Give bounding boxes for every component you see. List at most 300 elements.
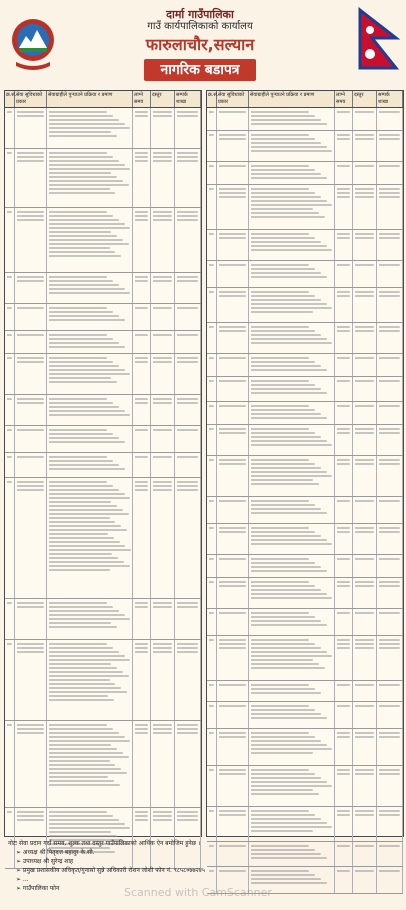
text-line-placeholder bbox=[177, 280, 198, 282]
text-line-placeholder bbox=[355, 295, 374, 297]
text-line-placeholder bbox=[153, 111, 172, 113]
table-cell bbox=[249, 456, 335, 496]
text-line-placeholder bbox=[355, 357, 374, 359]
table-cell bbox=[133, 304, 151, 330]
text-line-placeholder bbox=[251, 688, 315, 690]
table-cell bbox=[15, 304, 47, 330]
text-line-placeholder bbox=[337, 192, 350, 194]
text-line-placeholder bbox=[251, 115, 315, 117]
text-line-placeholder bbox=[49, 819, 119, 821]
text-line-placeholder bbox=[49, 663, 111, 665]
text-line-placeholder bbox=[251, 467, 321, 469]
table-cell bbox=[217, 578, 249, 608]
table-cell bbox=[377, 162, 403, 184]
text-line-placeholder bbox=[355, 233, 374, 235]
text-line-placeholder bbox=[17, 361, 44, 363]
text-line-placeholder bbox=[209, 357, 214, 359]
text-line-placeholder bbox=[251, 500, 309, 502]
text-line-placeholder bbox=[49, 497, 130, 499]
text-line-placeholder bbox=[209, 188, 214, 190]
text-line-placeholder bbox=[251, 651, 327, 653]
text-line-placeholder bbox=[355, 773, 374, 775]
table-cell bbox=[15, 453, 47, 477]
text-line-placeholder bbox=[379, 237, 400, 239]
table-cell bbox=[249, 729, 335, 765]
table-cell bbox=[353, 131, 377, 161]
text-line-placeholder bbox=[355, 814, 374, 816]
text-line-placeholder bbox=[251, 233, 309, 235]
text-line-placeholder bbox=[337, 500, 350, 502]
text-line-placeholder bbox=[17, 429, 44, 431]
text-line-placeholder bbox=[7, 334, 12, 336]
text-line-placeholder bbox=[379, 585, 400, 587]
text-line-placeholder bbox=[219, 165, 246, 167]
table-cell bbox=[377, 131, 403, 161]
text-line-placeholder bbox=[251, 713, 321, 715]
text-line-placeholder bbox=[209, 705, 214, 707]
text-line-placeholder bbox=[49, 219, 119, 221]
text-line-placeholder bbox=[49, 307, 107, 309]
text-line-placeholder bbox=[219, 428, 246, 430]
text-line-placeholder bbox=[49, 292, 130, 294]
text-line-placeholder bbox=[209, 558, 214, 560]
text-line-placeholder bbox=[219, 527, 246, 529]
text-line-placeholder bbox=[379, 295, 400, 297]
text-line-placeholder bbox=[49, 728, 113, 730]
text-line-placeholder bbox=[379, 357, 400, 359]
table-cell bbox=[151, 354, 175, 394]
text-line-placeholder bbox=[153, 307, 172, 309]
table-row bbox=[5, 640, 201, 721]
text-line-placeholder bbox=[251, 570, 327, 572]
text-line-placeholder bbox=[177, 111, 198, 113]
footer-item: ➢ उपाध्यक्ष श्री सुरेन्द्र शाह bbox=[16, 858, 74, 865]
text-line-placeholder bbox=[17, 215, 44, 217]
table-cell bbox=[217, 131, 249, 161]
table-cell bbox=[335, 609, 353, 635]
text-line-placeholder bbox=[379, 684, 400, 686]
text-line-placeholder bbox=[177, 334, 198, 336]
text-line-placeholder bbox=[379, 500, 400, 502]
text-line-placeholder bbox=[49, 622, 111, 624]
table-cell bbox=[15, 426, 47, 452]
table-cell bbox=[377, 425, 403, 455]
table-cell bbox=[249, 131, 335, 161]
text-line-placeholder bbox=[7, 211, 12, 213]
header-process: सेवाग्राहीले पुऱ्याउने प्रक्रिया र प्रमाण bbox=[249, 91, 335, 107]
text-line-placeholder bbox=[251, 380, 309, 382]
text-line-placeholder bbox=[219, 264, 246, 266]
text-line-placeholder bbox=[49, 215, 113, 217]
text-line-placeholder bbox=[177, 481, 198, 483]
text-line-placeholder bbox=[219, 380, 246, 382]
text-line-placeholder bbox=[49, 724, 107, 726]
text-line-placeholder bbox=[251, 663, 319, 665]
text-line-placeholder bbox=[251, 357, 309, 359]
text-line-placeholder bbox=[49, 398, 107, 400]
text-line-placeholder bbox=[49, 255, 121, 257]
text-line-placeholder bbox=[153, 276, 172, 278]
text-line-placeholder bbox=[337, 264, 350, 266]
text-line-placeholder bbox=[219, 705, 246, 707]
text-line-placeholder bbox=[49, 429, 107, 431]
text-line-placeholder bbox=[135, 643, 148, 645]
table-cell bbox=[217, 230, 249, 260]
text-line-placeholder bbox=[337, 357, 350, 359]
text-line-placeholder bbox=[49, 334, 107, 336]
text-line-placeholder bbox=[135, 152, 148, 154]
text-line-placeholder bbox=[251, 744, 327, 746]
table-cell bbox=[377, 729, 403, 765]
text-line-placeholder bbox=[177, 724, 198, 726]
text-line-placeholder bbox=[49, 505, 117, 507]
text-line-placeholder bbox=[355, 647, 374, 649]
text-line-placeholder bbox=[17, 307, 44, 309]
text-line-placeholder bbox=[49, 679, 110, 681]
text-line-placeholder bbox=[177, 456, 198, 458]
text-line-placeholder bbox=[49, 772, 127, 774]
text-line-placeholder bbox=[251, 539, 327, 541]
table-cell bbox=[151, 478, 175, 598]
text-line-placeholder bbox=[251, 717, 327, 719]
footer-note: नोटः सेवा प्रदान गर्दा समय, शुल्क तथा दस्तुर गाउँपालिकाको आर्थिक ऐन बमोजिम हुनेछ । bbox=[8, 840, 201, 847]
text-line-placeholder bbox=[49, 156, 113, 158]
text-line-placeholder bbox=[17, 481, 44, 483]
text-line-placeholder bbox=[17, 606, 44, 608]
table-cell bbox=[377, 609, 403, 635]
text-line-placeholder bbox=[219, 134, 246, 136]
text-line-placeholder bbox=[49, 437, 119, 439]
text-line-placeholder bbox=[49, 365, 119, 367]
text-line-placeholder bbox=[337, 814, 350, 816]
table-cell bbox=[5, 453, 15, 477]
table-cell bbox=[249, 185, 335, 229]
text-line-placeholder bbox=[135, 215, 148, 217]
table-cell bbox=[207, 766, 217, 806]
text-line-placeholder bbox=[251, 268, 315, 270]
text-line-placeholder bbox=[251, 732, 309, 734]
text-line-placeholder bbox=[49, 549, 131, 551]
table-cell bbox=[151, 304, 175, 330]
text-line-placeholder bbox=[49, 188, 110, 190]
text-line-placeholder bbox=[379, 581, 400, 583]
text-line-placeholder bbox=[177, 219, 198, 221]
text-line-placeholder bbox=[17, 811, 44, 813]
text-line-placeholder bbox=[135, 111, 148, 113]
text-line-placeholder bbox=[251, 208, 313, 210]
text-line-placeholder bbox=[251, 624, 327, 626]
header-branch: सम्पर्क शाखा bbox=[175, 91, 201, 107]
office-name: गाउँ कार्यपालिकाको कार्यालय bbox=[147, 21, 253, 32]
text-line-placeholder bbox=[219, 459, 246, 461]
text-line-placeholder bbox=[251, 785, 332, 787]
text-line-placeholder bbox=[153, 280, 172, 282]
table-cell bbox=[47, 640, 133, 720]
table-cell bbox=[133, 149, 151, 207]
table-cell bbox=[207, 402, 217, 424]
text-line-placeholder bbox=[251, 307, 332, 309]
table-cell bbox=[207, 578, 217, 608]
table-cell bbox=[207, 261, 217, 287]
text-line-placeholder bbox=[153, 651, 172, 653]
text-line-placeholder bbox=[251, 562, 315, 564]
table-cell bbox=[249, 497, 335, 523]
text-line-placeholder bbox=[49, 776, 108, 778]
text-line-placeholder bbox=[49, 381, 117, 383]
table-cell bbox=[15, 395, 47, 425]
table-cell bbox=[133, 208, 151, 272]
text-line-placeholder bbox=[251, 527, 309, 529]
table-cell bbox=[207, 681, 217, 701]
table-cell bbox=[47, 395, 133, 425]
table-cell bbox=[353, 497, 377, 523]
text-line-placeholder bbox=[379, 291, 400, 293]
text-line-placeholder bbox=[153, 361, 172, 363]
table-cell bbox=[15, 331, 47, 353]
text-line-placeholder bbox=[337, 531, 350, 533]
text-line-placeholder bbox=[219, 684, 246, 686]
text-line-placeholder bbox=[17, 211, 44, 213]
text-line-placeholder bbox=[379, 769, 400, 771]
text-line-placeholder bbox=[49, 647, 113, 649]
text-line-placeholder bbox=[135, 280, 148, 282]
table-row bbox=[207, 555, 403, 578]
text-line-placeholder bbox=[337, 643, 350, 645]
table-cell bbox=[335, 636, 353, 680]
table-cell bbox=[47, 273, 133, 303]
table-row bbox=[207, 354, 403, 377]
table-cell bbox=[335, 578, 353, 608]
table-cell bbox=[207, 108, 217, 130]
table-row bbox=[207, 185, 403, 230]
table-cell bbox=[151, 149, 175, 207]
text-line-placeholder bbox=[49, 402, 113, 404]
text-line-placeholder bbox=[135, 357, 148, 359]
table-cell bbox=[335, 131, 353, 161]
text-line-placeholder bbox=[135, 219, 148, 221]
text-line-placeholder bbox=[379, 111, 400, 113]
text-line-placeholder bbox=[135, 456, 148, 458]
text-line-placeholder bbox=[49, 811, 107, 813]
text-line-placeholder bbox=[49, 239, 123, 241]
table-cell bbox=[377, 524, 403, 554]
text-line-placeholder bbox=[251, 444, 332, 446]
text-line-placeholder bbox=[251, 212, 319, 214]
text-line-placeholder bbox=[49, 410, 125, 412]
text-line-placeholder bbox=[135, 651, 148, 653]
table-cell bbox=[217, 377, 249, 401]
text-line-placeholder bbox=[219, 643, 246, 645]
text-line-placeholder bbox=[49, 288, 125, 290]
text-line-placeholder bbox=[17, 111, 44, 113]
text-line-placeholder bbox=[135, 307, 148, 309]
table-cell bbox=[133, 331, 151, 353]
table-row bbox=[5, 208, 201, 273]
header-serial: क्र.सं. bbox=[207, 91, 217, 107]
table-cell bbox=[335, 162, 353, 184]
header bbox=[4, 4, 402, 94]
text-line-placeholder bbox=[153, 215, 172, 217]
text-line-placeholder bbox=[49, 251, 115, 253]
text-line-placeholder bbox=[251, 667, 325, 669]
text-line-placeholder bbox=[379, 647, 400, 649]
text-line-placeholder bbox=[17, 456, 44, 458]
text-line-placeholder bbox=[49, 464, 119, 466]
table-cell bbox=[335, 456, 353, 496]
text-line-placeholder bbox=[209, 500, 214, 502]
header-fee: दस्तुर bbox=[151, 91, 175, 107]
text-line-placeholder bbox=[251, 417, 327, 419]
text-line-placeholder bbox=[49, 406, 119, 408]
table-row bbox=[207, 807, 403, 842]
text-line-placeholder bbox=[49, 537, 114, 539]
text-line-placeholder bbox=[355, 500, 374, 502]
text-line-placeholder bbox=[49, 655, 125, 657]
table-cell bbox=[377, 636, 403, 680]
text-line-placeholder bbox=[355, 558, 374, 560]
text-line-placeholder bbox=[219, 814, 246, 816]
text-line-placeholder bbox=[7, 429, 12, 431]
text-line-placeholder bbox=[337, 705, 350, 707]
text-line-placeholder bbox=[177, 276, 198, 278]
text-line-placeholder bbox=[251, 748, 332, 750]
text-line-placeholder bbox=[177, 732, 198, 734]
text-line-placeholder bbox=[49, 610, 119, 612]
text-line-placeholder bbox=[17, 402, 44, 404]
text-line-placeholder bbox=[355, 165, 374, 167]
text-line-placeholder bbox=[177, 602, 198, 604]
text-line-placeholder bbox=[153, 211, 172, 213]
table-cell bbox=[15, 208, 47, 272]
table-cell bbox=[151, 426, 175, 452]
text-line-placeholder bbox=[219, 330, 246, 332]
table-cell bbox=[249, 807, 335, 841]
table-cell bbox=[15, 721, 47, 807]
table-cell bbox=[5, 149, 15, 207]
table-cell bbox=[5, 304, 15, 330]
table-cell bbox=[377, 354, 403, 376]
table-cell bbox=[353, 702, 377, 728]
text-line-placeholder bbox=[17, 819, 44, 821]
text-line-placeholder bbox=[49, 732, 119, 734]
table-cell bbox=[47, 478, 133, 598]
table-cell bbox=[151, 108, 175, 148]
text-line-placeholder bbox=[251, 272, 321, 274]
text-line-placeholder bbox=[209, 684, 214, 686]
text-line-placeholder bbox=[337, 380, 350, 382]
table-cell bbox=[249, 377, 335, 401]
text-line-placeholder bbox=[49, 513, 129, 515]
text-line-placeholder bbox=[7, 481, 12, 483]
text-line-placeholder bbox=[219, 463, 246, 465]
text-line-placeholder bbox=[251, 504, 315, 506]
text-line-placeholder bbox=[49, 489, 119, 491]
text-line-placeholder bbox=[49, 231, 111, 233]
table-cell bbox=[377, 261, 403, 287]
table-cell bbox=[151, 640, 175, 720]
table-row bbox=[5, 331, 201, 354]
text-line-placeholder bbox=[17, 485, 44, 487]
table-cell bbox=[335, 807, 353, 841]
text-line-placeholder bbox=[49, 695, 108, 697]
text-line-placeholder bbox=[355, 531, 374, 533]
text-line-placeholder bbox=[49, 115, 113, 117]
table-cell bbox=[175, 273, 201, 303]
table-cell bbox=[353, 323, 377, 353]
text-line-placeholder bbox=[379, 165, 400, 167]
text-line-placeholder bbox=[337, 558, 350, 560]
text-line-placeholder bbox=[153, 643, 172, 645]
text-line-placeholder bbox=[7, 724, 12, 726]
table-cell bbox=[217, 497, 249, 523]
text-line-placeholder bbox=[379, 773, 400, 775]
text-line-placeholder bbox=[17, 152, 44, 154]
text-line-placeholder bbox=[49, 111, 107, 113]
text-line-placeholder bbox=[7, 111, 12, 113]
text-line-placeholder bbox=[49, 529, 127, 531]
text-line-placeholder bbox=[177, 398, 198, 400]
text-line-placeholder bbox=[251, 291, 309, 293]
table-cell bbox=[217, 609, 249, 635]
table-row bbox=[5, 478, 201, 599]
text-line-placeholder bbox=[379, 405, 400, 407]
text-line-placeholder bbox=[49, 651, 119, 653]
text-line-placeholder bbox=[49, 541, 120, 543]
text-line-placeholder bbox=[379, 233, 400, 235]
table-cell bbox=[47, 721, 133, 807]
text-line-placeholder bbox=[379, 531, 400, 533]
text-line-placeholder bbox=[337, 463, 350, 465]
table-cell bbox=[353, 230, 377, 260]
text-line-placeholder bbox=[251, 392, 327, 394]
text-line-placeholder bbox=[153, 732, 172, 734]
table-cell bbox=[207, 729, 217, 765]
text-line-placeholder bbox=[355, 459, 374, 461]
text-line-placeholder bbox=[49, 172, 111, 174]
table-cell bbox=[377, 377, 403, 401]
table-cell bbox=[15, 354, 47, 394]
text-line-placeholder bbox=[49, 618, 130, 620]
text-line-placeholder bbox=[337, 165, 350, 167]
text-line-placeholder bbox=[49, 123, 125, 125]
table-cell bbox=[133, 599, 151, 639]
table-cell bbox=[353, 354, 377, 376]
table-row bbox=[207, 524, 403, 555]
table-cell bbox=[133, 273, 151, 303]
text-line-placeholder bbox=[49, 342, 119, 344]
text-line-placeholder bbox=[135, 276, 148, 278]
text-line-placeholder bbox=[49, 501, 111, 503]
text-line-placeholder bbox=[209, 405, 214, 407]
text-line-placeholder bbox=[251, 388, 321, 390]
text-line-placeholder bbox=[7, 152, 12, 154]
header-service: सेवा सुविधाको प्रकार bbox=[15, 91, 47, 107]
table-cell bbox=[249, 524, 335, 554]
text-line-placeholder bbox=[337, 295, 350, 297]
table-cell bbox=[47, 354, 133, 394]
text-line-placeholder bbox=[49, 192, 115, 194]
text-line-placeholder bbox=[17, 280, 44, 282]
table-rows bbox=[5, 108, 201, 869]
text-line-placeholder bbox=[49, 671, 123, 673]
text-line-placeholder bbox=[379, 380, 400, 382]
text-line-placeholder bbox=[49, 736, 125, 738]
text-line-placeholder bbox=[177, 815, 198, 817]
text-line-placeholder bbox=[219, 233, 246, 235]
text-line-placeholder bbox=[251, 647, 321, 649]
table-header bbox=[5, 91, 201, 108]
text-line-placeholder bbox=[337, 138, 350, 140]
